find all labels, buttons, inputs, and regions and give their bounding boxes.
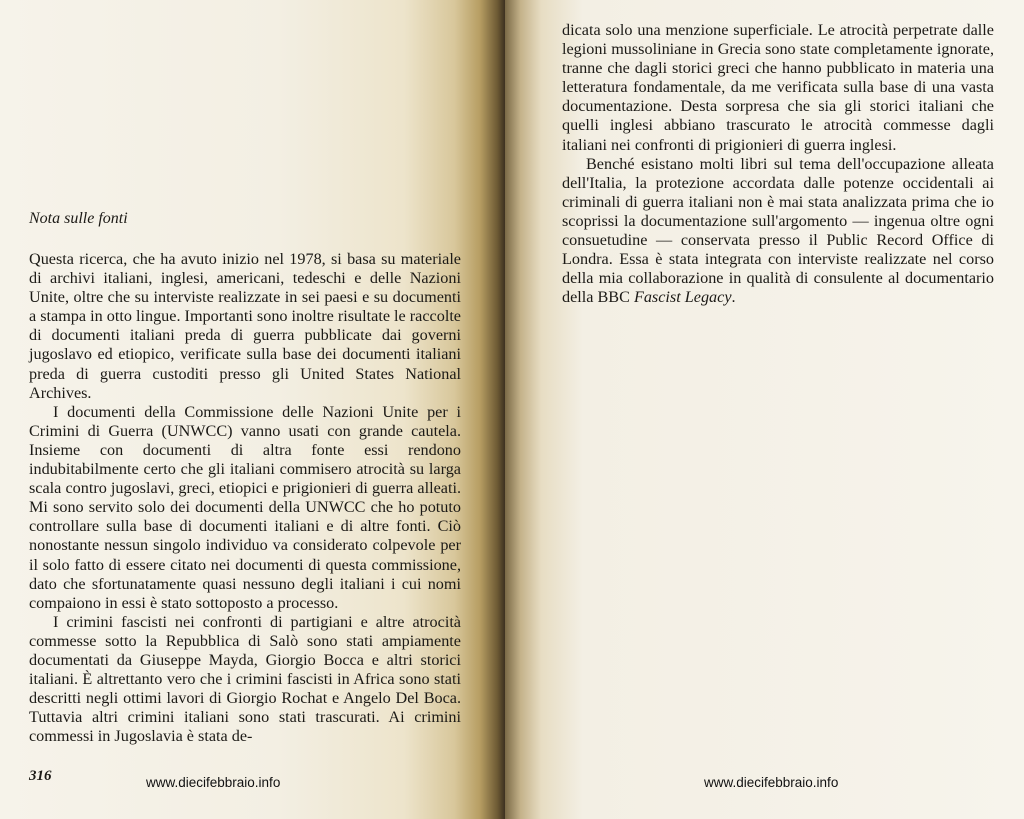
left-page-body xyxy=(29,250,461,746)
right-page xyxy=(505,0,1024,819)
page-number: 316 xyxy=(29,768,52,784)
watermark-right: www.diecifebbraio.info xyxy=(704,775,839,790)
paragraph-unwcc: I documenti della Commissione delle Nazioni Unite per i Crimini di Guerra (UNWCC) vanno usati con grande cautela. Insieme con documenti di altra fonte essi rendono indubitabilmente certo che gli italiani commisero atrocità su larga scala contro jugoslavi, greci, etiopici e prigionieri di guerra alleati. Mi sono servito solo dei documenti della UNWCC che ho potuto controllare sulla base di documenti italiani e di altre fonti. Ciò nonostante nessun singolo individuo va considerato colpevole per il solo fatto di essere citato nei documenti di questa commissione, dato che sfortunatamente quasi nessuno degli italiani i cui nomi compaiono in essi è stato sottoposto a processo. xyxy=(29,402,461,612)
watermark-left: www.diecifebbraio.info xyxy=(146,775,281,790)
documentary-title: Fascist Legacy xyxy=(633,288,732,307)
left-page xyxy=(0,0,505,819)
section-heading: Nota sulle fonti xyxy=(29,210,128,227)
paragraph-allied-occupation-text: Benché esistano molti libri sul tema dell'occupazione alleata dell'Italia, la protezione accordata dalle potenze occidentali ai criminali di guerra italiani non è mai stata analizzata prima che io scoprissi la documentazione sull'argomento — ingenua oltre ogni consuetudine — conservata presso il Public Record Office di Londra. Essa è stata integrata con interviste realizzate nel corso della mia collaborazione in qualità di consulente al documentario della BBC xyxy=(562,154,994,307)
paragraph-sources: Questa ricerca, che ha avuto inizio nel 1978, si basa su materiale di archivi italiani, inglesi, americani, tedeschi e delle Nazioni Unite, oltre che su interviste realizzate in sei paesi e su documenti a stampa in otto lingue. Importanti sono inoltre risultate le raccolte di documenti italiani preda di guerra pubblicate dai governi jugoslavo ed etiopico, verificate sulla base dei documenti italiani preda di guerra custoditi presso gli United States National Archives. xyxy=(29,250,461,402)
right-page-body xyxy=(562,21,994,307)
paragraph-end-punctuation: . xyxy=(731,288,736,307)
paragraph-allied-occupation xyxy=(562,155,994,308)
paragraph-fascist-crimes: I crimini fascisti nei confronti di partigiani e altre atrocità commesse sotto la Repubblica di Salò sono stati ampiamente documentati da Giuseppe Mayda, Giorgio Bocca e altri storici italiani. È altrettanto vero che i crimini fascisti in Africa sono stati descritti negli ottimi lavori di Giorgio Rochat e Angelo Del Boca. Tuttavia altri crimini italiani sono stati trascurati. Ai crimini commessi in Jugoslavia è stata de- xyxy=(29,612,461,746)
paragraph-continued: dicata solo una menzione superficiale. Le atrocità perpetrate dalle legioni mussoliniane in Grecia sono state completamente ignorate, tranne che dagli storici greci che hanno pubblicato in materia una letteratura fondamentale, da me verificata sulla base di una vasta documentazione. Desta sorpresa che sia gli storici italiani che quelli inglesi abbiano trascurato le atrocità commesse dagli italiani nei confronti di prigionieri di guerra inglesi. xyxy=(562,21,994,154)
